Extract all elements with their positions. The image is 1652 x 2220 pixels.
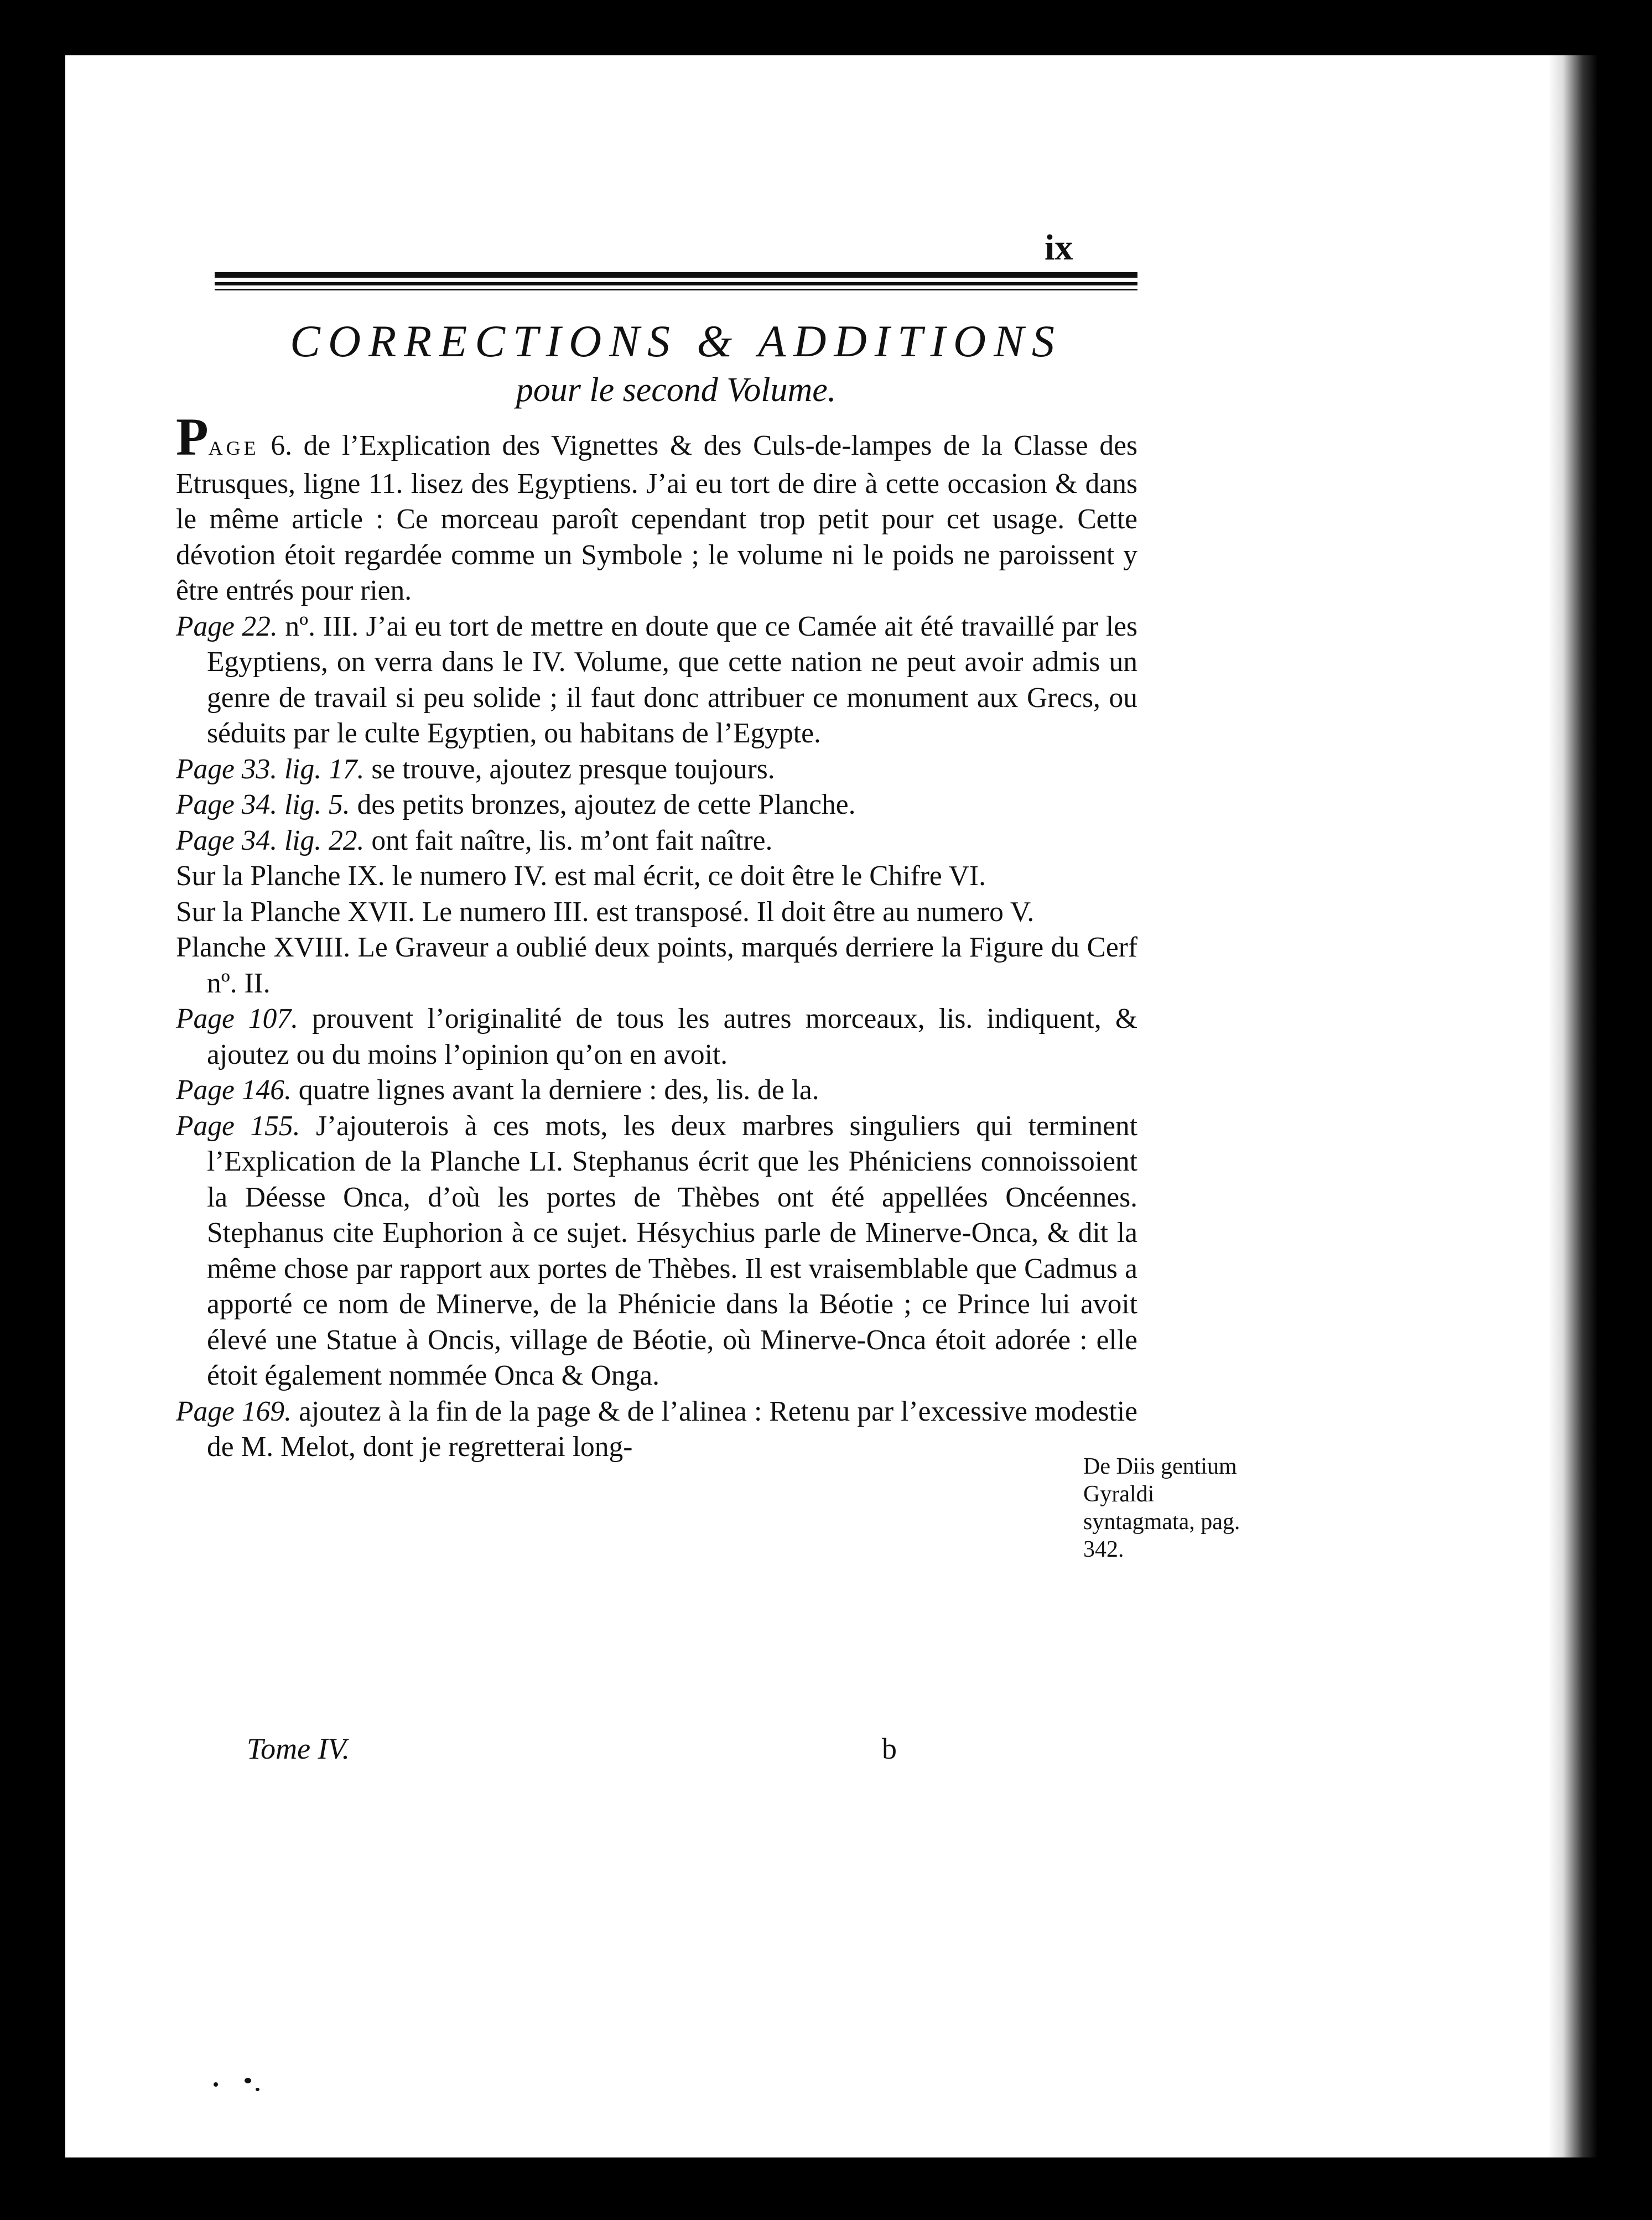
page-number: ix <box>1045 227 1073 268</box>
list-item <box>176 823 1137 859</box>
first-entry <box>176 407 1137 609</box>
corrections-list <box>176 407 1137 1465</box>
entry-label: Page 146. <box>176 1074 292 1106</box>
entry-text: nº. III. J’ai eu tort de mettre en doute que ce Camée ait été travaillé par les Egyptiens, on verra dans le IV. Volume, que cette nation ne peut avoir admis un genre de travail si peu solide ; il faut donc attribuer ce monument aux Grecs, ou séduits par le culte Egyptien, ou habitans de l’Egypte. <box>207 610 1137 749</box>
list-item <box>176 609 1137 752</box>
entry-text: prouvent l’originalité de tous les autres morceaux, lis. indiquent, & ajoutez ou du moins l’opinion qu’on en avoit. <box>207 1003 1137 1070</box>
list-item <box>176 930 1137 1001</box>
ink-speck <box>245 2078 251 2083</box>
entry-text: ont fait naître, lis. m’ont fait naître. <box>364 824 773 856</box>
entry-label: Page 155. <box>176 1110 300 1142</box>
small-caps: AGE <box>208 437 259 459</box>
entry-label: Page 34. lig. 5. <box>176 789 350 820</box>
list-item <box>176 787 1137 823</box>
ink-speck <box>214 2082 218 2087</box>
margin-note: De Diis gentium Gyraldi syntagmata, pag. 342. <box>1083 1454 1240 1562</box>
entry-label: Page 33. lig. 17. <box>176 753 365 785</box>
entry-text: des petits bronzes, ajoutez de cette Planche. <box>350 789 856 820</box>
page-subtitle: pour le second Volume. <box>516 371 837 409</box>
list-item <box>176 859 1137 895</box>
entry-label: 6. <box>259 430 292 461</box>
list-item <box>176 895 1137 930</box>
entry-label: Page 34. lig. 22. <box>176 824 365 856</box>
list-item <box>176 1073 1137 1109</box>
top-rule <box>215 289 1137 290</box>
entry-label: Page 169. <box>176 1395 292 1427</box>
list-item <box>176 1394 1137 1465</box>
ink-speck <box>256 2088 259 2091</box>
page-title: CORRECTIONS & ADDITIONS <box>290 316 1062 366</box>
drop-cap: P <box>176 407 209 466</box>
entry-text: ajoutez à la fin de la page & de l’alinea : Retenu par l’excessive modestie de M. Melot, dont je regretterai long- <box>207 1395 1137 1463</box>
top-rule <box>215 272 1137 278</box>
volume-signature: Tome IV. <box>247 1732 350 1765</box>
entry-label: Page 22. <box>176 610 278 642</box>
top-rule <box>215 282 1137 285</box>
list-item <box>176 1109 1137 1394</box>
entry-text: de l’Explication des Vignettes & des Culs-de-lampes de la Classe des Etrusques, ligne 11. lisez des Egyptiens. J’ai eu tort de dire à cette occasion & dans le même article : Ce morceau paroît cependant trop petit pour cet usage. Cette dévotion étoit regardée comme un Symbole ; le volume ni le poids ne paroissent y être entrés pour rien. <box>176 430 1137 606</box>
gathering-signature: b <box>882 1732 897 1765</box>
entry-label: Page 107. <box>176 1003 299 1034</box>
entry-text: Planche XVIII. Le Graveur a oublié deux points, marqués derriere la Figure du Cerf nº. II. <box>176 932 1137 999</box>
ink-specks <box>214 2069 280 2102</box>
list-item <box>176 1001 1137 1073</box>
entry-text: J’ajouterois à ces mots, les deux marbres singuliers qui terminent l’Explication de la Planche LI. Stephanus écrit que les Phéniciens connoissoient la Déesse Onca, d’où les portes de Thèbes ont été appellées Oncéennes. Stephanus cite Euphorion à ce sujet. Hésychius parle de Minerve-Onca, & dit la même chose par rapport aux portes de Thèbes. Il est vraisemblable que Cadmus a apporté ce nom de Minerve, de la Phénicie dans la Béotie ; ce Prince lui avoit élevé une Statue à Oncis, village de Béotie, où Minerve-Onca étoit adorée : elle étoit également nommée Onca & Onga. <box>207 1110 1137 1391</box>
entry-text: Sur la Planche IX. le numero IV. est mal écrit, ce doit être le Chifre VI. <box>176 860 986 892</box>
entry-text: quatre lignes avant la derniere : des, lis. de la. <box>291 1074 819 1106</box>
entry-text: se trouve, ajoutez presque toujours. <box>364 753 775 785</box>
page-edge-shadow <box>1548 55 1598 2157</box>
book-page <box>65 55 1598 2157</box>
entry-text: Sur la Planche XVII. Le numero III. est transposé. Il doit être au numero V. <box>176 896 1035 928</box>
list-item <box>176 752 1137 788</box>
